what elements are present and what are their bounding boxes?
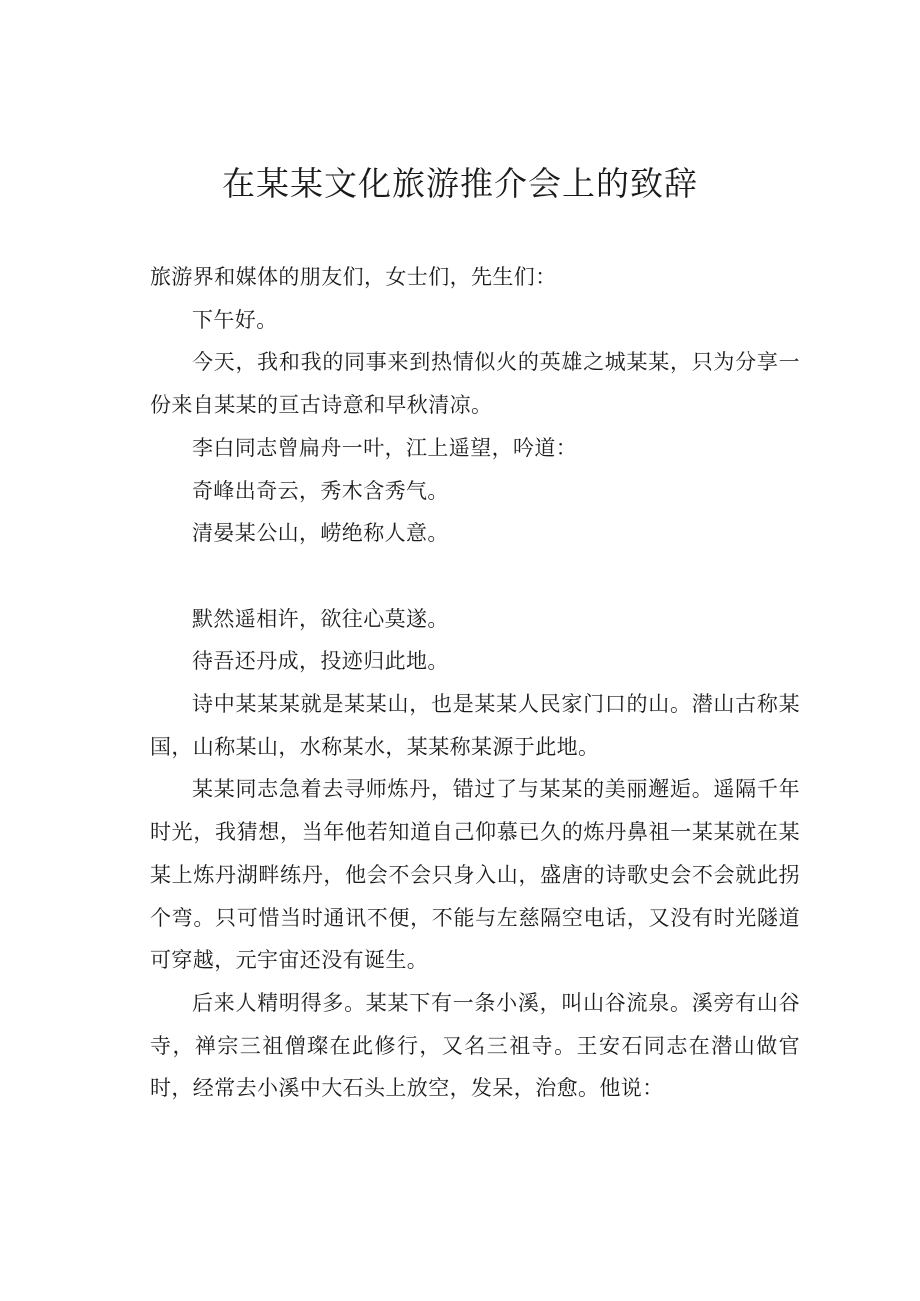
paragraph-libai: 李白同志曾扁舟一叶，江上遥望，吟道： <box>192 435 578 460</box>
paragraph-poem-explanation: 诗中某某某就是某某山，也是某某人民家门口的山。潜山古称某国，山称某山，水称某水，某某称某源于此地。 <box>150 692 800 759</box>
paragraph-stream: 后来人精明得多。某某下有一条小溪，叫山谷流泉。溪旁有山谷寺，禅宗三祖僧璨在此修行，又名三祖寺。王安石同志在潜山做官时，经常去小溪中大石头上放空，发呆，治愈。他说： <box>150 990 800 1101</box>
poem-line: 待吾还丹成，投迹归此地。 <box>192 649 449 674</box>
paragraph-alchemy: 某某同志急着去寻师炼丹，错过了与某某的美丽邂逅。遥隔千年时光，我猜想，当年他若知道自己仰慕已久的炼丹鼻祖一某某就在某某上炼丹湖畔练丹，他会不会只身入山，盛唐的诗歌史会不会就此拐个弯。只可惜当时通讯不便，不能与左慈隔空电话，又没有时光隧道可穿越，元宇宙还没有诞生。 <box>150 777 800 973</box>
stanza-gap <box>150 555 800 598</box>
document-title: 在某某文化旅游推介会上的致辞 <box>222 164 698 203</box>
document-body <box>150 256 800 1110</box>
salutation: 旅游界和媒体的朋友们，女士们，先生们： <box>150 265 557 289</box>
poem-line: 清晏某公山，崂绝称人意。 <box>192 521 449 546</box>
paragraph-intro: 今天，我和我的同事来到热情似火的英雄之城某某，只为分享一份来自某某的亘古诗意和早秋清凉。 <box>150 350 800 418</box>
poem-line: 默然遥相许，欲往心莫遂。 <box>192 606 449 631</box>
paragraph-greeting: 下午好。 <box>192 307 278 332</box>
poem-line: 奇峰出奇云，秀木含秀气。 <box>192 478 449 503</box>
